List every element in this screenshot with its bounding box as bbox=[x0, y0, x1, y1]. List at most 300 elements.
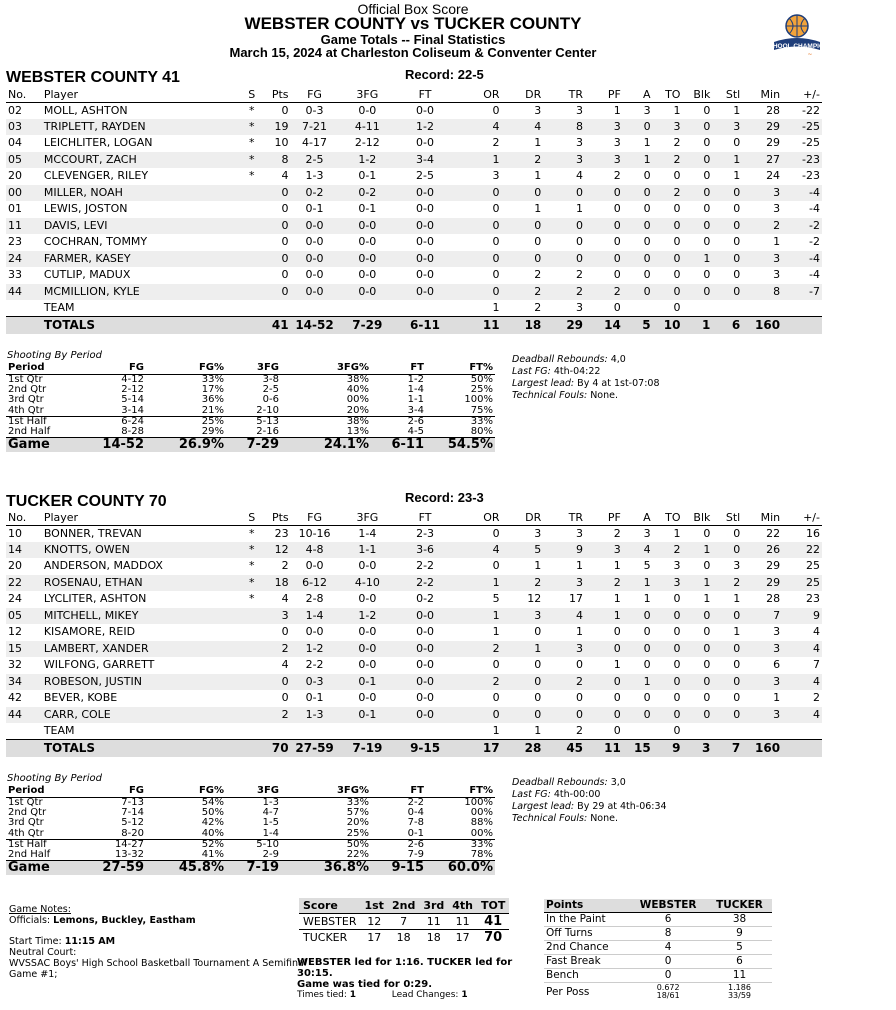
matchup-title: WEBSTER COUNTY vs TUCKER COUNTY bbox=[244, 14, 582, 33]
cell-pf: 2 bbox=[585, 284, 623, 301]
cell-blk: 1 bbox=[682, 251, 712, 268]
col-header-pts: Pts bbox=[263, 512, 291, 525]
cell-min: 8 bbox=[742, 284, 782, 301]
col-header-ft: FT bbox=[396, 512, 454, 525]
header-row bbox=[6, 89, 822, 102]
team1-box-table bbox=[6, 89, 822, 334]
cell-pm: -7 bbox=[782, 284, 822, 301]
cell-no: 32 bbox=[8, 658, 22, 672]
period-fgp: 25% bbox=[146, 416, 226, 427]
points-label: Fast Break bbox=[544, 954, 629, 968]
points-webster: 8 bbox=[629, 926, 707, 940]
cell-fg3: 0-0 bbox=[358, 658, 377, 672]
period-col-fg3: 3FG bbox=[226, 363, 281, 374]
cell-a: 1 bbox=[623, 674, 653, 691]
cell-no: 02 bbox=[8, 103, 22, 117]
cell-dr: 1 bbox=[534, 559, 542, 573]
col-header-to: TO bbox=[653, 89, 683, 102]
logo-text: HIGH SCHOOL CHAMPIONSHIPS bbox=[745, 43, 849, 50]
cell-fg3: 0-1 bbox=[339, 674, 397, 691]
score-team: TUCKER bbox=[303, 930, 348, 944]
period-ftp: 60.0% bbox=[426, 860, 495, 875]
cell-name: CUTLIP, MADUX bbox=[43, 268, 131, 282]
totals-row bbox=[6, 740, 822, 757]
cell-pm: -4 bbox=[809, 268, 820, 282]
cell-pf: 1 bbox=[613, 559, 621, 573]
cell-name: LEICHLITER, LOGAN bbox=[43, 136, 153, 150]
cell-no: 23 bbox=[8, 235, 22, 249]
cell-pts: 0 bbox=[281, 103, 289, 117]
cell-pm: 4 bbox=[813, 625, 820, 639]
cell-ft: 0-0 bbox=[416, 691, 435, 705]
period-fg3p: 57% bbox=[346, 806, 369, 818]
cell-stl: 1 bbox=[733, 169, 741, 183]
cell-no: 12 bbox=[8, 625, 22, 639]
cell-to: 2 bbox=[653, 185, 683, 202]
cell-s bbox=[241, 317, 263, 334]
period-fg: 14-52 bbox=[86, 437, 146, 452]
cell-pts: 2 bbox=[281, 559, 289, 573]
cell-to: 0 bbox=[673, 235, 681, 249]
team1-shooting-title: Shooting By Period bbox=[7, 350, 102, 361]
cell-no: 11 bbox=[6, 218, 42, 235]
score-quarter: 7 bbox=[388, 913, 419, 929]
team2-shooting-title: Shooting By Period bbox=[7, 773, 102, 784]
cell-no: 20 bbox=[8, 169, 22, 183]
col-header-ft: FT bbox=[396, 89, 454, 102]
cell-fg3: 0-0 bbox=[338, 251, 396, 268]
totals-row bbox=[6, 317, 822, 334]
doc-subtitle: Game Totals -- Final Statistics bbox=[320, 32, 506, 47]
total-pts: 41 bbox=[263, 317, 291, 334]
player-row bbox=[6, 251, 822, 268]
cell-ft: 0-0 bbox=[416, 625, 435, 639]
cell-dr: 1 bbox=[534, 724, 542, 737]
cell-blk: 0 bbox=[703, 268, 711, 282]
player-row bbox=[6, 575, 822, 592]
cell-name: FARMER, KASEY bbox=[42, 251, 241, 268]
cell-s: * bbox=[241, 542, 263, 559]
cell-s: * bbox=[249, 526, 255, 540]
points-table bbox=[544, 899, 772, 1002]
cell-fg: 4-8 bbox=[291, 542, 339, 559]
col-header-fg3: 3FG bbox=[339, 512, 397, 525]
cell-fg: 0-0 bbox=[291, 251, 339, 268]
game-notes-title: Game Notes: bbox=[9, 904, 71, 915]
period-col-fg3p: 3FG% bbox=[281, 363, 371, 374]
period-fg: 5-14 bbox=[121, 394, 144, 406]
period-period: 2nd Qtr bbox=[8, 383, 47, 395]
cell-pm: -25 bbox=[802, 136, 820, 150]
cell-blk: 0 bbox=[703, 235, 711, 249]
period-col-ftp: FT% bbox=[426, 786, 495, 797]
cell-fg: 1-3 bbox=[305, 169, 324, 183]
points-col-2: TUCKER bbox=[707, 899, 772, 912]
col-header-min: Min bbox=[742, 89, 782, 102]
cell-or: 0 bbox=[492, 559, 500, 573]
cell-pts: 3 bbox=[263, 608, 291, 625]
cell-to: 3 bbox=[653, 119, 683, 136]
cell-pts: 19 bbox=[263, 119, 291, 136]
cell-tr: 0 bbox=[543, 218, 585, 235]
cell-to: 3 bbox=[673, 559, 681, 573]
score-quarter: 12 bbox=[360, 913, 387, 929]
cell-name: TEAM bbox=[43, 301, 75, 314]
cell-dr: 3 bbox=[502, 608, 544, 625]
cell-a: 3 bbox=[643, 526, 651, 540]
period-fg3: 2-5 bbox=[262, 383, 279, 395]
cell-pf: 0 bbox=[585, 674, 623, 691]
cell-pts: 0 bbox=[263, 218, 291, 235]
player-row bbox=[6, 218, 822, 235]
period-ft: 2-6 bbox=[371, 839, 426, 850]
score-total: 70 bbox=[484, 929, 503, 945]
score-by-period-table bbox=[299, 898, 509, 945]
col-header-tr: TR bbox=[543, 89, 585, 102]
cell-min: 3 bbox=[742, 185, 782, 202]
period-fg: 5-12 bbox=[121, 817, 144, 829]
cell-s bbox=[241, 723, 263, 740]
player-row bbox=[6, 525, 822, 542]
note-label-dead: Deadball Rebounds: bbox=[512, 354, 608, 365]
cell-pf: 3 bbox=[585, 119, 623, 136]
period-fg3: 2-9 bbox=[262, 848, 279, 860]
cell-pts: 0 bbox=[281, 691, 289, 705]
cell-stl: 0 bbox=[733, 202, 741, 216]
cell-pf: 0 bbox=[613, 724, 621, 737]
cell-a: 1 bbox=[623, 575, 653, 592]
cell-pm bbox=[782, 317, 822, 334]
cell-pm: -2 bbox=[782, 218, 822, 235]
cell-stl: 3 bbox=[733, 559, 741, 573]
points-col-1: WEBSTER bbox=[629, 899, 707, 912]
cell-a: 0 bbox=[643, 625, 651, 639]
cell-stl: 0 bbox=[712, 251, 742, 268]
period-ftp: 78% bbox=[470, 848, 493, 860]
cell-dr: 2 bbox=[502, 284, 544, 301]
player-row bbox=[6, 542, 822, 559]
per-poss-t bbox=[707, 982, 772, 1002]
period-ft: 2-6 bbox=[371, 416, 426, 427]
player-row bbox=[6, 723, 822, 740]
cell-pts: 10 bbox=[274, 136, 289, 150]
cell-pf: 0 bbox=[585, 707, 623, 724]
cell-s: * bbox=[248, 169, 255, 183]
cell-a: 0 bbox=[623, 218, 653, 235]
cell-name: COCHRAN, TOMMY bbox=[43, 235, 148, 249]
cell-fg3: 0-0 bbox=[358, 625, 377, 639]
cell-pts: 0 bbox=[263, 284, 291, 301]
cell-dr: 2 bbox=[502, 152, 544, 169]
period-fg3p: 20% bbox=[346, 404, 369, 416]
cell-fg: 0-0 bbox=[291, 218, 339, 235]
cell-s bbox=[241, 690, 263, 707]
col-header-pts: Pts bbox=[263, 89, 291, 102]
cell-min: 3 bbox=[773, 268, 781, 282]
per-poss-label: Per Poss bbox=[546, 985, 590, 998]
period-row bbox=[6, 374, 495, 385]
cell-pf: 1 bbox=[613, 103, 621, 117]
cell-or: 0 bbox=[454, 284, 502, 301]
period-col-fg: FG bbox=[86, 786, 146, 797]
cell-pts: 8 bbox=[263, 152, 291, 169]
note-value-tech: None. bbox=[590, 813, 619, 824]
svg-text:~: ~ bbox=[807, 51, 813, 58]
col-header-to: TO bbox=[653, 512, 683, 525]
cell-pm: -2 bbox=[809, 235, 820, 249]
cell-blk: 0 bbox=[682, 119, 712, 136]
team1-record: Record: 22-5 bbox=[405, 67, 484, 82]
note-value-tech: None. bbox=[590, 390, 619, 401]
cell-or: 2 bbox=[492, 136, 500, 150]
note-label-lastfg: Last FG: bbox=[512, 366, 551, 377]
cell-tr: 0 bbox=[576, 691, 584, 705]
cell-to: 2 bbox=[673, 136, 681, 150]
cell-to: 0 bbox=[653, 674, 683, 691]
total-pf: 11 bbox=[585, 740, 623, 757]
cell-blk: 0 bbox=[703, 169, 711, 183]
cell-min: 1 bbox=[773, 691, 781, 705]
period-fg: 4-12 bbox=[121, 373, 144, 385]
total-dr: 28 bbox=[502, 740, 544, 757]
cell-ft: 1-2 bbox=[396, 119, 454, 136]
cell-min: 3 bbox=[742, 707, 782, 724]
total-blk: 3 bbox=[683, 740, 713, 757]
cell-pts: 0 bbox=[281, 202, 289, 216]
cell-pts: 4 bbox=[281, 658, 289, 672]
total-fg: 27-59 bbox=[291, 740, 339, 757]
player-row bbox=[6, 201, 822, 218]
cell-no: 33 bbox=[8, 268, 22, 282]
points-col-0: Points bbox=[544, 899, 629, 912]
period-ftp: 54.5% bbox=[426, 437, 495, 452]
player-row bbox=[6, 707, 822, 724]
cell-a: 0 bbox=[643, 202, 651, 216]
cell-s bbox=[241, 641, 263, 658]
cell-pm: -25 bbox=[782, 119, 822, 136]
period-col-period: Period bbox=[6, 363, 86, 374]
score-row bbox=[299, 913, 509, 929]
cell-name: ROBESON, JUSTIN bbox=[42, 674, 241, 691]
cell-pm: -22 bbox=[802, 103, 820, 117]
col-header-blk: Blk bbox=[683, 512, 713, 525]
cell-or: 2 bbox=[454, 641, 502, 658]
cell-or: 4 bbox=[454, 542, 502, 559]
period-ft: 7-8 bbox=[407, 817, 424, 829]
player-row bbox=[6, 102, 822, 119]
cell-a: 0 bbox=[643, 268, 651, 282]
cell-fg3: 1-4 bbox=[358, 526, 377, 540]
cell-fg: 0-1 bbox=[305, 691, 324, 705]
score-quarter: 17 bbox=[455, 930, 470, 944]
player-row bbox=[6, 657, 822, 674]
total-or: 17 bbox=[454, 740, 502, 757]
total-fg: 14-52 bbox=[291, 317, 339, 334]
cell-fg3: 1-2 bbox=[338, 152, 396, 169]
cell-dr: 0 bbox=[502, 251, 544, 268]
cell-blk: 0 bbox=[703, 559, 711, 573]
cell-fg: 0-0 bbox=[291, 284, 339, 301]
cell-pf: 0 bbox=[613, 625, 621, 639]
col-header-dr: DR bbox=[502, 512, 544, 525]
player-row bbox=[6, 284, 822, 301]
period-ft: 2-2 bbox=[407, 796, 424, 808]
team2-notes bbox=[512, 777, 667, 825]
cell-tr: 3 bbox=[576, 136, 584, 150]
period-ft: 4-5 bbox=[407, 425, 424, 437]
points-header-row bbox=[544, 899, 772, 912]
player-row bbox=[6, 608, 822, 625]
cell-ft bbox=[396, 300, 454, 317]
total-dr: 18 bbox=[502, 317, 544, 334]
cell-tr: 4 bbox=[576, 169, 584, 183]
cell-dr: 0 bbox=[534, 235, 542, 249]
cell-blk: 0 bbox=[703, 103, 711, 117]
col-header-pf: PF bbox=[585, 89, 623, 102]
cell-pm bbox=[782, 723, 822, 740]
points-row bbox=[544, 912, 772, 926]
col-header-pm: +/- bbox=[782, 512, 822, 525]
cell-fg: 7-21 bbox=[291, 119, 339, 136]
col-header-name: Player bbox=[42, 89, 241, 102]
col-header-s: S bbox=[241, 512, 263, 525]
cell-or: 0 bbox=[492, 691, 500, 705]
note-label-lead: Largest lead: bbox=[512, 801, 575, 812]
points-row bbox=[544, 954, 772, 968]
cell-min: 3 bbox=[742, 641, 782, 658]
per-poss-value: 1.186 bbox=[728, 983, 751, 993]
cell-s: * bbox=[249, 592, 255, 606]
period-row bbox=[6, 829, 495, 840]
cell-fg3: 0-2 bbox=[338, 185, 396, 202]
cell-no: 00 bbox=[6, 185, 42, 202]
cell-s bbox=[241, 674, 263, 691]
cell-or: 0 bbox=[454, 251, 502, 268]
period-fg: 8-20 bbox=[121, 827, 144, 839]
cell-pm: -23 bbox=[802, 169, 820, 183]
total-stl: 7 bbox=[712, 740, 742, 757]
cell-name: MOLL, ASHTON bbox=[43, 103, 128, 117]
cell-tr: 4 bbox=[543, 608, 585, 625]
game-date-venue: March 15, 2024 at Charleston Coliseum & Conventer Center bbox=[229, 45, 597, 60]
period-fgp: 33% bbox=[201, 373, 224, 385]
cell-name: MCCOURT, ZACH bbox=[42, 152, 241, 169]
note-value-dead: 4,0 bbox=[610, 354, 626, 365]
cell-name: MITCHELL, MIKEY bbox=[42, 608, 241, 625]
cell-s: * bbox=[248, 103, 255, 117]
cell-s: * bbox=[249, 559, 255, 573]
cell-blk: 0 bbox=[703, 526, 711, 540]
cell-stl: 1 bbox=[733, 592, 741, 606]
cell-pm: 25 bbox=[806, 559, 820, 573]
cell-fg3: 0-0 bbox=[338, 284, 396, 301]
cell-fg: 0-1 bbox=[305, 202, 324, 216]
cell-or: 1 bbox=[492, 625, 500, 639]
player-row bbox=[6, 591, 822, 608]
cell-pm: 22 bbox=[782, 542, 822, 559]
cell-to: 2 bbox=[653, 542, 683, 559]
col-header-pm: +/- bbox=[782, 89, 822, 102]
period-fg: 6-24 bbox=[86, 416, 146, 427]
col-header-stl: Stl bbox=[712, 89, 742, 102]
period-fg: 3-14 bbox=[121, 404, 144, 416]
cell-or: 4 bbox=[454, 119, 502, 136]
cell-pf: 2 bbox=[613, 526, 621, 540]
cell-ft: 0-0 bbox=[396, 707, 454, 724]
note-value-dead: 3,0 bbox=[610, 777, 626, 788]
cell-blk: 0 bbox=[682, 218, 712, 235]
cell-blk: 0 bbox=[703, 625, 711, 639]
period-fgp: 52% bbox=[146, 839, 226, 850]
period-ftp: 25% bbox=[470, 383, 493, 395]
cell-no bbox=[6, 317, 42, 334]
cell-pts: 12 bbox=[263, 542, 291, 559]
cell-pts: 0 bbox=[263, 185, 291, 202]
cell-stl: 0 bbox=[712, 218, 742, 235]
cell-fg3: 2-12 bbox=[354, 136, 380, 150]
period-period: Game bbox=[6, 860, 86, 875]
totals-label: TOTALS bbox=[42, 740, 241, 757]
per-poss-w bbox=[629, 982, 707, 1002]
cell-stl: 1 bbox=[712, 152, 742, 169]
cell-min: 29 bbox=[766, 136, 781, 150]
period-row bbox=[6, 416, 495, 427]
total-blk: 1 bbox=[682, 317, 712, 334]
cell-tr: 2 bbox=[543, 674, 585, 691]
total-pts: 70 bbox=[263, 740, 291, 757]
cell-fg3 bbox=[339, 723, 397, 740]
cell-ft: 0-0 bbox=[416, 235, 434, 249]
cell-pf: 2 bbox=[585, 575, 623, 592]
score-quarter: 17 bbox=[367, 930, 382, 944]
lead-line-2: Game was tied for 0:29. bbox=[297, 979, 432, 990]
period-col-fg3p: 3FG% bbox=[281, 786, 371, 797]
cell-a: 0 bbox=[643, 235, 651, 249]
per-poss-row bbox=[544, 982, 772, 1002]
period-ftp: 33% bbox=[426, 416, 495, 427]
score-col-2: 2nd bbox=[388, 898, 419, 913]
cell-tr: 3 bbox=[576, 103, 584, 117]
cell-stl: 0 bbox=[712, 707, 742, 724]
period-col-period: Period bbox=[6, 786, 86, 797]
cell-fg bbox=[291, 723, 339, 740]
cell-pf: 1 bbox=[613, 592, 621, 606]
cell-no: 05 bbox=[6, 152, 42, 169]
period-fgp: 21% bbox=[201, 404, 224, 416]
cell-pts: 0 bbox=[263, 674, 291, 691]
cell-pf: 1 bbox=[613, 658, 621, 672]
cell-dr: 12 bbox=[527, 592, 542, 606]
points-webster: 0 bbox=[629, 954, 707, 968]
cell-pf: 2 bbox=[613, 169, 621, 183]
cell-no: 05 bbox=[6, 608, 42, 625]
cell-name: TRIPLETT, RAYDEN bbox=[42, 119, 241, 136]
cell-dr: 1 bbox=[534, 202, 542, 216]
cell-name: ANDERSON, MADDOX bbox=[43, 559, 163, 573]
start-time-label: Start Time: bbox=[9, 936, 62, 947]
period-period: Game bbox=[6, 437, 86, 452]
cell-to: 0 bbox=[673, 691, 681, 705]
cell-fg3: 1-1 bbox=[339, 542, 397, 559]
cell-ft: 2-3 bbox=[416, 526, 435, 540]
period-fg3p: 38% bbox=[346, 373, 369, 385]
cell-pm: 25 bbox=[782, 575, 822, 592]
cell-a: 0 bbox=[623, 185, 653, 202]
total-stl: 6 bbox=[712, 317, 742, 334]
points-webster: 0 bbox=[629, 968, 707, 982]
period-row bbox=[6, 850, 495, 861]
period-fg3p: 20% bbox=[346, 817, 369, 829]
